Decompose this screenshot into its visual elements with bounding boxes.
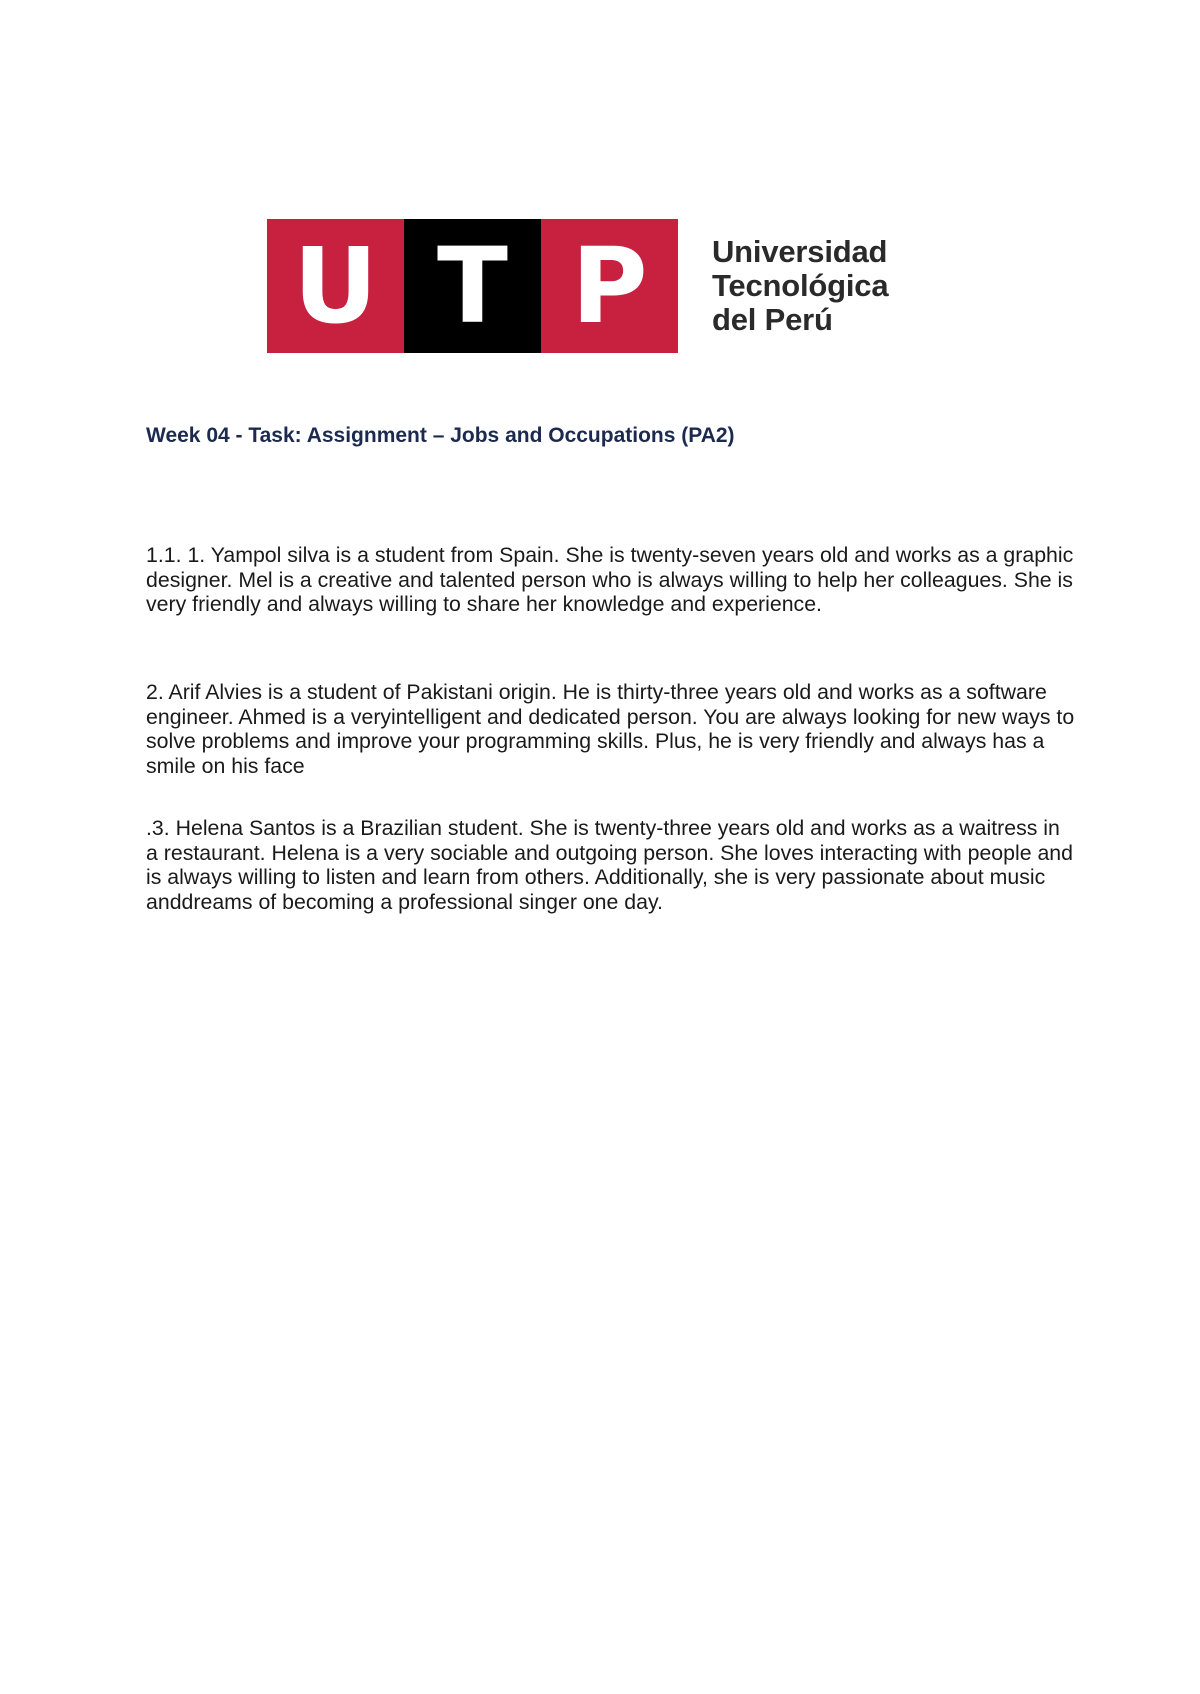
paragraph-2: 2. Arif Alvies is a student of Pakistani origin. He is thirty-three years old and works as a software engineer. Ahmed is a veryintelligent and dedicated person. You are always looking for new ways to solve problems and improve your programming skills. Plus, he is very friendly and always has a smile on his face (146, 680, 1075, 778)
logo-name-line-2: Tecnológica (712, 268, 889, 303)
logo-blocks (267, 219, 678, 353)
paragraph-1: 1.1. 1. Yampol silva is a student from Spain. She is twenty-seven years old and works as a graphic designer. Mel is a creative and talented person who is always willing to help her colleagues. She is very friendly and always willing to share her knowledge and experience. (146, 543, 1074, 616)
document-title: Week 04 - Task: Assignment – Jobs and Occupations (PA2) (146, 424, 735, 447)
utp-logo (267, 219, 888, 353)
logo-name-line-1: Universidad (712, 234, 888, 269)
logo-university-name (712, 235, 888, 337)
paragraph-3: .3. Helena Santos is a Brazilian student. She is twenty-three years old and works as a waitress in a restaurant. Helena is a very sociable and outgoing person. She loves interacting with people and is always willing to listen and learn from others. Additionally, she is very passionate about music anddreams of becoming a professional singer one day. (146, 816, 1073, 914)
logo-letter-t: T (404, 219, 541, 353)
logo-name-line-3: del Perú (712, 302, 833, 337)
logo-letter-u: U (267, 219, 404, 353)
logo-letter-p: P (541, 219, 678, 353)
